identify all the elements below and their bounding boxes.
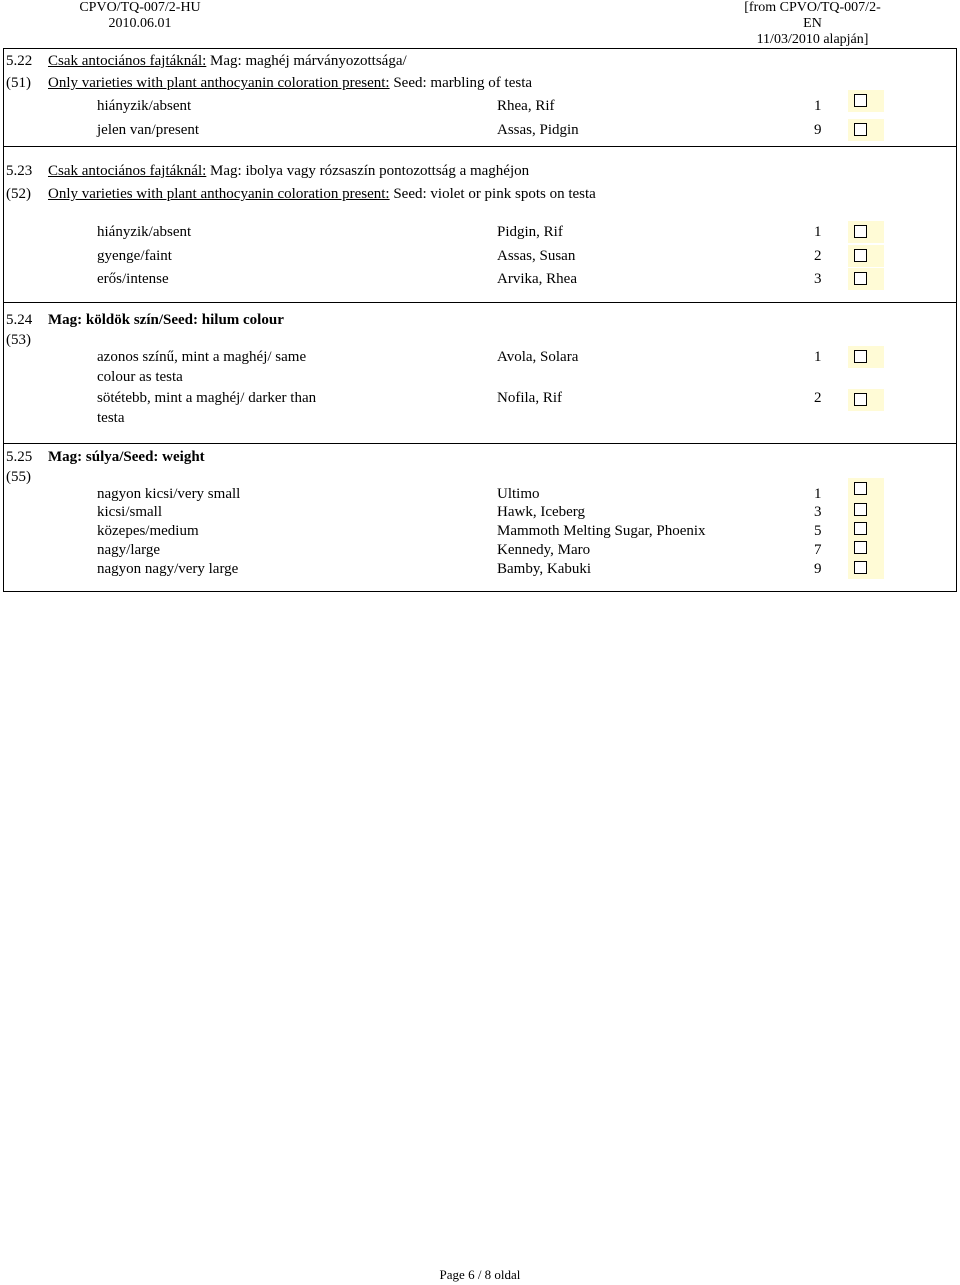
characteristic-number: 5.25 bbox=[6, 449, 33, 465]
checkbox-square[interactable] bbox=[854, 350, 867, 363]
state-checkbox[interactable] bbox=[848, 557, 884, 579]
note-value: 1 bbox=[814, 98, 822, 114]
note-value: 9 bbox=[814, 122, 822, 138]
note-value: 1 bbox=[814, 349, 822, 365]
characteristic-code: (52) bbox=[6, 186, 31, 202]
example-varieties: Hawk, Iceberg bbox=[497, 504, 586, 520]
state-checkbox[interactable] bbox=[848, 245, 884, 267]
characteristic-code: (55) bbox=[6, 469, 31, 485]
state-label: kicsi/small bbox=[97, 504, 162, 520]
note-value: 3 bbox=[814, 504, 822, 520]
characteristic-title: Mag: súlya/Seed: weight bbox=[48, 449, 205, 465]
state-label-continued: colour as testa bbox=[97, 369, 183, 385]
note-value: 1 bbox=[814, 224, 822, 240]
characteristic-title-hu bbox=[48, 52, 407, 70]
checkbox-square[interactable] bbox=[854, 561, 867, 574]
state-checkbox[interactable] bbox=[848, 537, 884, 559]
title-text: Seed: violet or pink spots on testa bbox=[389, 186, 596, 202]
row-divider bbox=[3, 443, 957, 444]
checkbox-square[interactable] bbox=[854, 225, 867, 238]
checkbox-square[interactable] bbox=[854, 541, 867, 554]
checkbox-square[interactable] bbox=[854, 393, 867, 406]
state-label: nagy/large bbox=[97, 542, 161, 558]
characteristic-number: 5.24 bbox=[6, 312, 33, 328]
source-reference-header bbox=[735, 0, 890, 48]
state-label: gyenge/faint bbox=[97, 248, 172, 264]
state-label: azonos színű, mint a maghéj/ same bbox=[97, 349, 307, 365]
example-varieties: Mammoth Melting Sugar, Phoenix bbox=[497, 523, 706, 539]
document-code-header bbox=[70, 0, 210, 32]
title-text: Mag: maghéj márványozottsága/ bbox=[206, 53, 407, 69]
state-label-continued: testa bbox=[97, 410, 125, 426]
document-code: CPVO/TQ-007/2-HU bbox=[79, 0, 201, 15]
condition-text: Only varieties with plant anthocyanin coloration present: bbox=[48, 186, 390, 202]
state-label: jelen van/present bbox=[97, 122, 200, 138]
source-date: 11/03/2010 alapján] bbox=[756, 32, 869, 47]
state-checkbox[interactable] bbox=[848, 119, 884, 141]
example-varieties: Nofila, Rif bbox=[497, 390, 562, 406]
state-checkbox[interactable] bbox=[848, 478, 884, 500]
note-value: 7 bbox=[814, 542, 822, 558]
checkbox-square[interactable] bbox=[854, 94, 867, 107]
checkbox-square[interactable] bbox=[854, 503, 867, 516]
row-divider bbox=[3, 146, 957, 147]
checkbox-square[interactable] bbox=[854, 522, 867, 535]
state-label: erős/intense bbox=[97, 271, 169, 287]
example-varieties: Assas, Pidgin bbox=[497, 122, 579, 138]
example-varieties: Rhea, Rif bbox=[497, 98, 555, 114]
state-checkbox[interactable] bbox=[848, 221, 884, 243]
example-varieties: Arvika, Rhea bbox=[497, 271, 577, 287]
condition-text: Only varieties with plant anthocyanin coloration present: bbox=[48, 75, 390, 91]
note-value: 1 bbox=[814, 486, 822, 502]
state-checkbox[interactable] bbox=[848, 389, 884, 411]
characteristic-code: (53) bbox=[6, 332, 31, 348]
source-reference: [from CPVO/TQ-007/2-EN bbox=[744, 0, 881, 31]
example-varieties: Assas, Susan bbox=[497, 248, 576, 264]
characteristic-title-en bbox=[48, 185, 596, 203]
note-value: 3 bbox=[814, 271, 822, 287]
state-checkbox[interactable] bbox=[848, 90, 884, 112]
characteristic-number: 5.23 bbox=[6, 163, 33, 179]
state-label: hiányzik/absent bbox=[97, 98, 192, 114]
example-varieties: Pidgin, Rif bbox=[497, 224, 563, 240]
condition-text: Csak antociános fajtáknál: bbox=[48, 53, 207, 69]
characteristic-number: 5.22 bbox=[6, 53, 33, 69]
checkbox-square[interactable] bbox=[854, 272, 867, 285]
row-divider bbox=[3, 302, 957, 303]
document-date: 2010.06.01 bbox=[108, 16, 172, 31]
title-text: Mag: ibolya vagy rózsaszín pontozottság a maghéjon bbox=[206, 163, 530, 179]
note-value: 9 bbox=[814, 561, 822, 577]
page-number: Page 6 / 8 oldal bbox=[439, 1267, 521, 1282]
condition-text: Csak antociános fajtáknál: bbox=[48, 163, 207, 179]
state-label: nagyon kicsi/very small bbox=[97, 486, 241, 502]
characteristic-title: Mag: köldök szín/Seed: hilum colour bbox=[48, 312, 284, 328]
checkbox-square[interactable] bbox=[854, 482, 867, 495]
state-checkbox[interactable] bbox=[848, 346, 884, 368]
title-text: Seed: marbling of testa bbox=[389, 75, 533, 91]
note-value: 5 bbox=[814, 523, 822, 539]
checkbox-square[interactable] bbox=[854, 249, 867, 262]
state-label: nagyon nagy/very large bbox=[97, 561, 239, 577]
example-varieties: Ultimo bbox=[497, 486, 540, 502]
example-varieties: Bamby, Kabuki bbox=[497, 561, 592, 577]
characteristic-title-hu bbox=[48, 162, 529, 180]
state-label: közepes/medium bbox=[97, 523, 199, 539]
characteristic-title-en bbox=[48, 74, 532, 92]
example-varieties: Kennedy, Maro bbox=[497, 542, 591, 558]
state-label: sötétebb, mint a maghéj/ darker than bbox=[97, 390, 317, 406]
note-value: 2 bbox=[814, 390, 822, 406]
state-checkbox[interactable] bbox=[848, 268, 884, 290]
state-label: hiányzik/absent bbox=[97, 224, 192, 240]
note-value: 2 bbox=[814, 248, 822, 264]
checkbox-square[interactable] bbox=[854, 123, 867, 136]
characteristic-code: (51) bbox=[6, 75, 31, 91]
example-varieties: Avola, Solara bbox=[497, 349, 579, 365]
